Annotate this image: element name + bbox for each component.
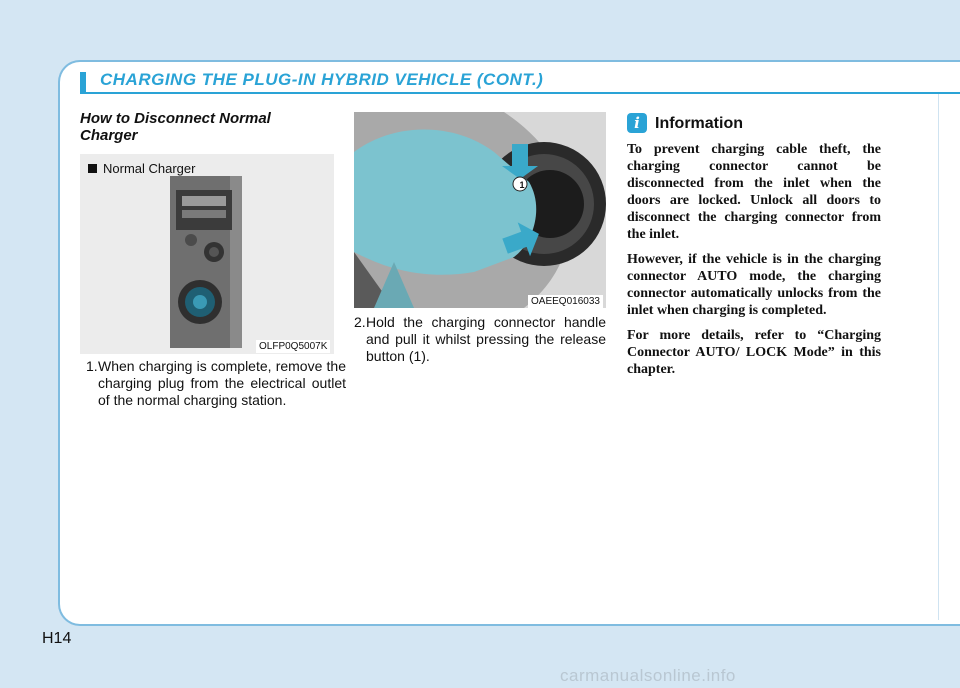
step-1 <box>86 358 346 409</box>
callout-number: 1 <box>519 180 525 190</box>
step-text: Hold the charging connector handle and pull it whilst pressing the release button (1). <box>366 314 606 364</box>
connector-figure <box>354 112 606 308</box>
figure-code: OAEEQ016033 <box>528 295 603 308</box>
connector-illustration <box>354 112 606 308</box>
info-paragraph: To prevent charging cable theft, the charging connector cannot be disconnected from the inlet when the doors are locked. Unlock all doors to disconnect the charging connector from the inlet. <box>627 142 881 242</box>
watermark: carmanualsonline.info <box>560 666 736 685</box>
section-title-rule <box>80 92 960 94</box>
subheading: How to Disconnect Normal Charger <box>80 110 271 144</box>
figure-caption-text: Normal Charger <box>103 161 196 176</box>
step-number: 2. <box>354 314 366 330</box>
information-icon: i <box>627 113 647 133</box>
square-bullet-icon <box>88 164 97 173</box>
normal-charger-figure <box>80 154 334 354</box>
info-paragraph: For more details, refer to “Charging Connector AUTO/ LOCK Mode” in this chapter. <box>627 328 881 377</box>
info-paragraph: However, if the vehicle is in the charging connector AUTO mode, the charging connector automatically unlocks from the inlet when charging is completed. <box>627 252 881 318</box>
information-body <box>627 141 881 386</box>
page-number: H14 <box>42 630 72 647</box>
information-title: Information <box>655 115 743 132</box>
charger-station-illustration <box>80 154 334 354</box>
section-title: CHARGING THE PLUG-IN HYBRID VEHICLE (CONT.) <box>100 70 544 89</box>
step-text: When charging is complete, remove the charging plug from the electrical outlet of the normal charging station. <box>98 358 346 408</box>
section-title-bar <box>80 72 86 92</box>
figure-caption <box>88 161 195 176</box>
figure-code: OLFP0Q5007K <box>256 340 330 353</box>
page-divider <box>938 92 939 620</box>
step-number: 1. <box>86 358 98 374</box>
step-2 <box>354 314 606 365</box>
